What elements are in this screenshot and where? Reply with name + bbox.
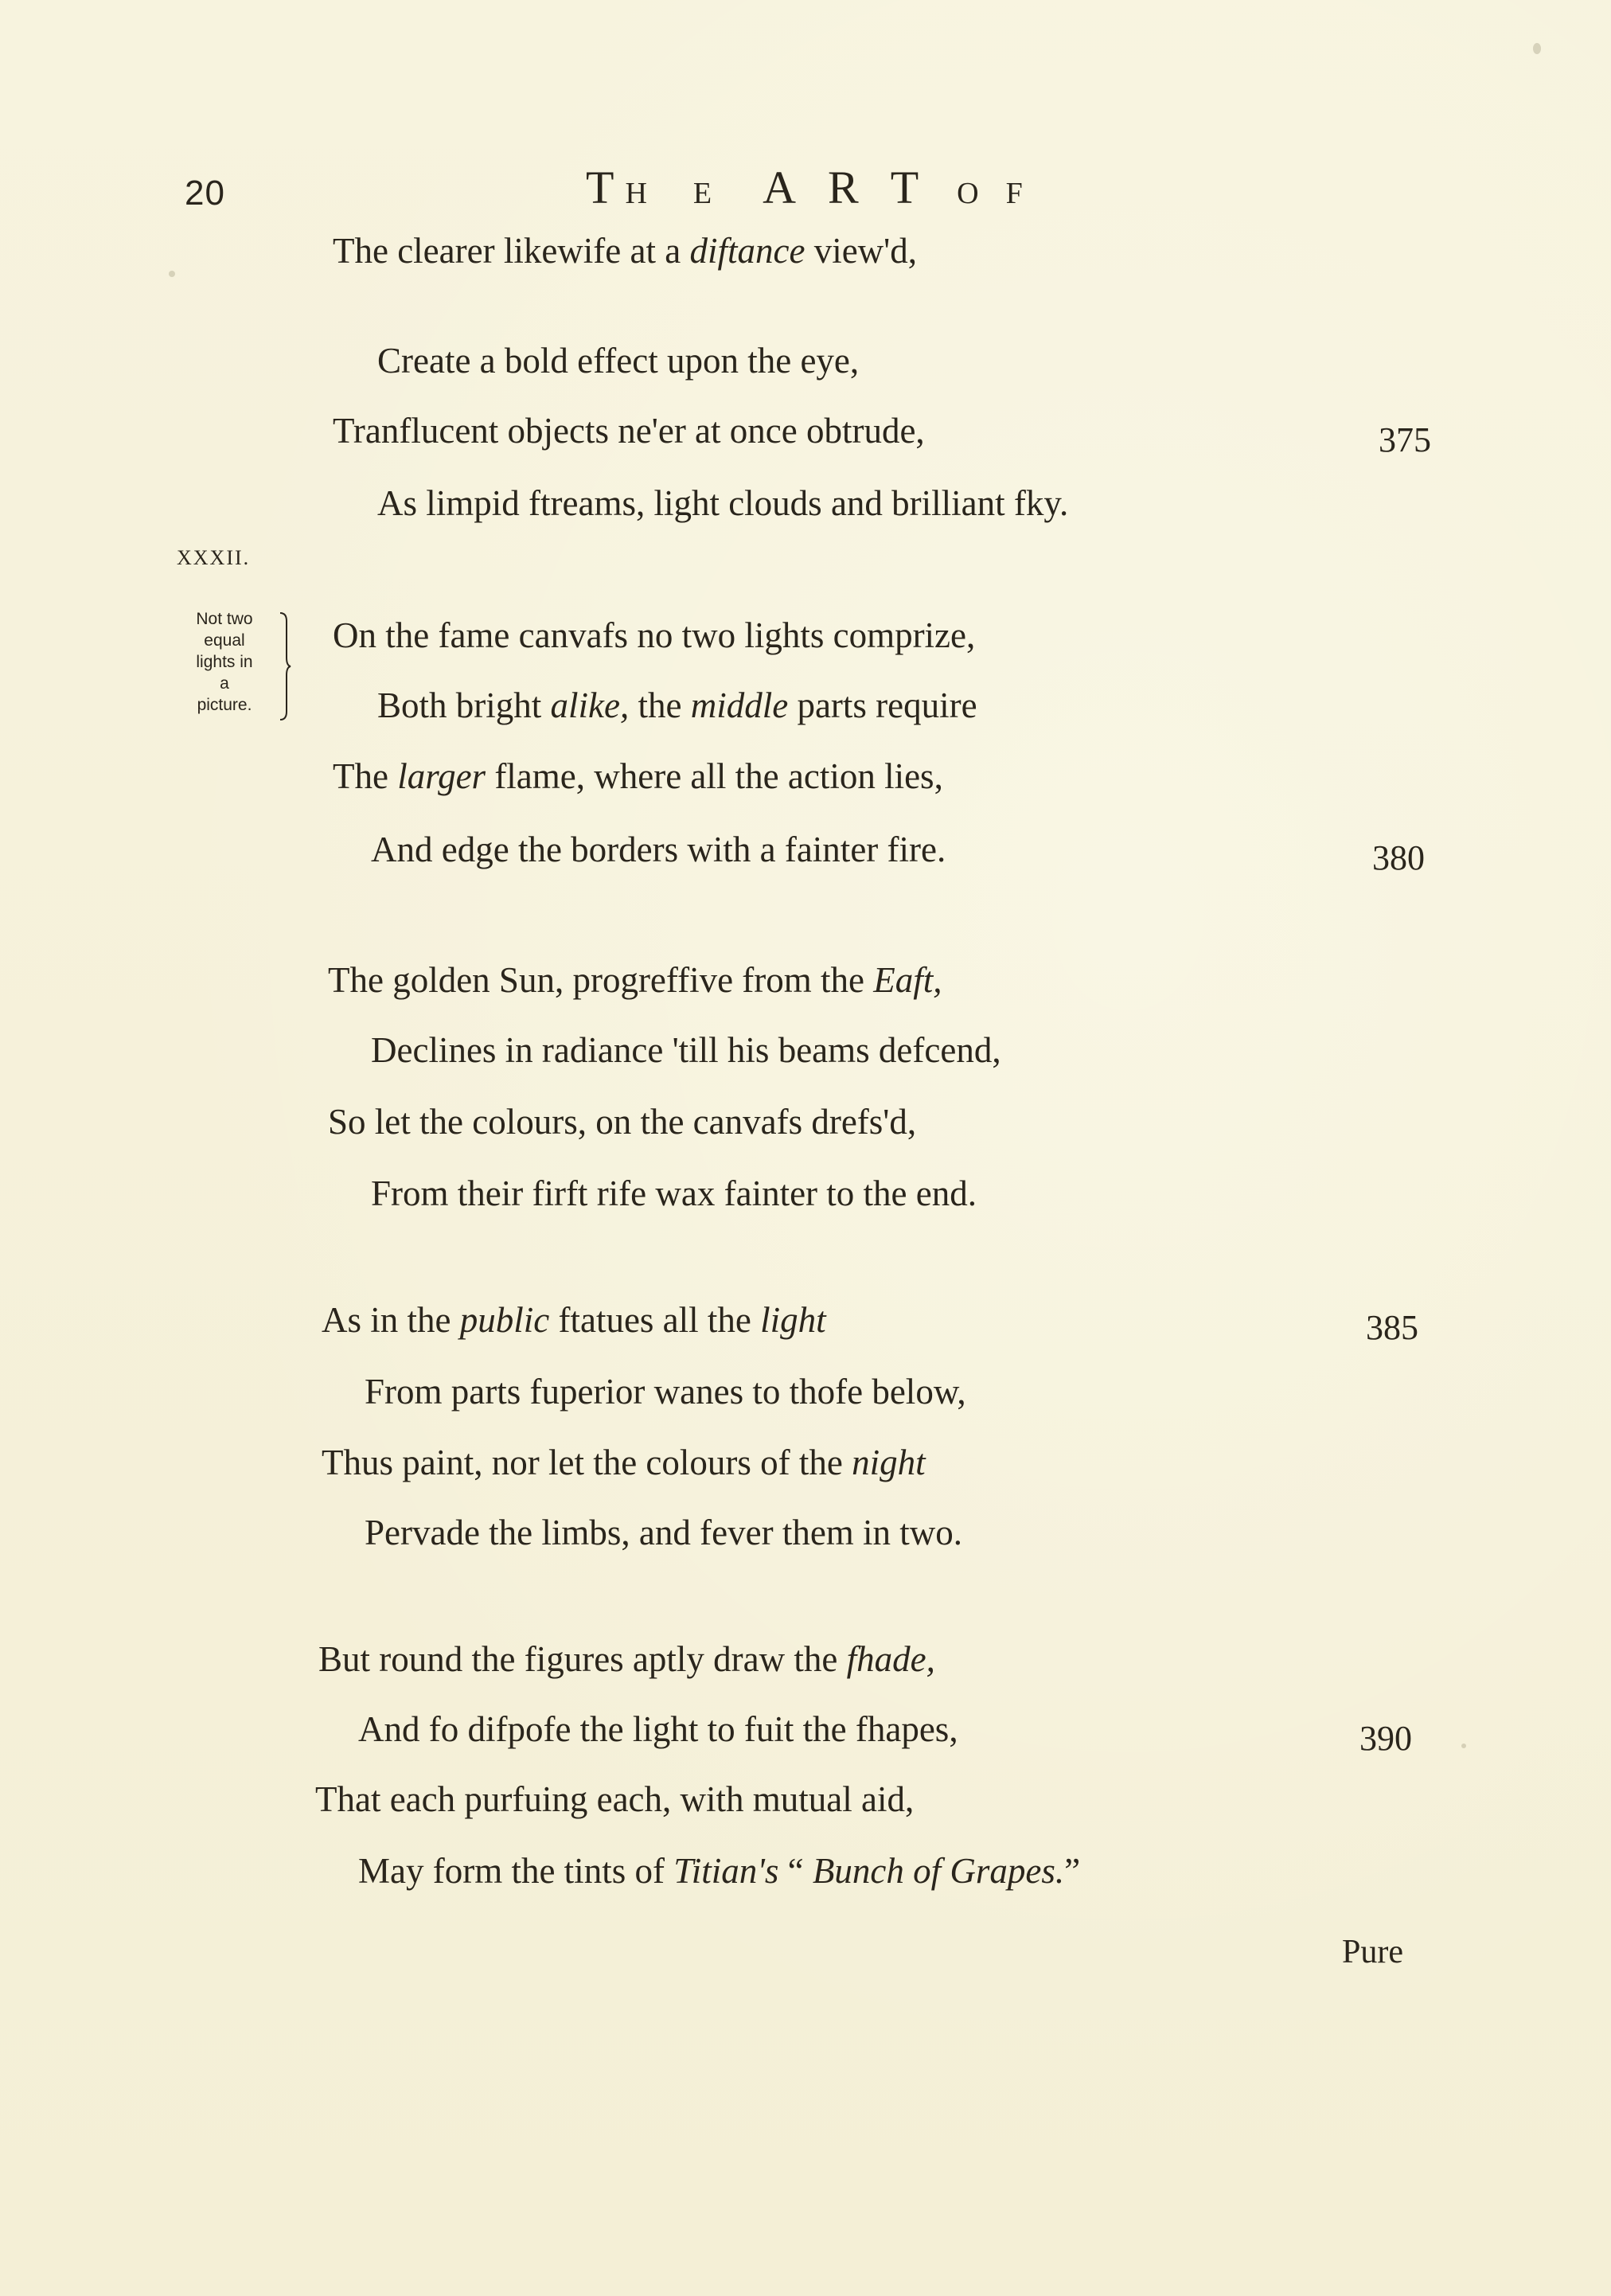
page-number: 20 [185,174,225,213]
verse-line: And edge the borders with a fainter fire. [371,830,946,869]
margin-note-line: Not two [196,610,253,628]
line-number: 375 [1379,420,1431,459]
verse-line: The larger flame, where all the action lies, [333,756,943,796]
margin-note-line: equal [204,631,245,650]
running-head-letter: A [763,162,796,213]
verse-line: Declines in radiance 'till his beams defcend, [371,1030,1001,1070]
verse-line: From their firft rife wax fainter to the end. [371,1173,977,1213]
margin-note-line: a [220,674,229,693]
margin-note-line: lights in [196,653,253,671]
catchword: Pure [1342,1934,1403,1970]
verse-line: But round the figures aptly draw the fhade, [318,1639,935,1679]
verse-line: Both bright alike, the middle parts require [377,685,977,725]
line-number: 385 [1366,1308,1418,1347]
line-number: 390 [1359,1719,1412,1758]
verse-line: On the fame canvafs no two lights comprize, [333,615,976,655]
verse-line: Tranflucent objects ne'er at once obtrude, [333,411,925,451]
verse-line: May form the tints of Titian's “ Bunch of Grapes.” [358,1851,1081,1891]
verse-line: Thus paint, nor let the colours of the night [322,1443,926,1482]
verse-line: As in the public ftatues all the light [322,1300,826,1340]
verse-line: Pervade the limbs, and fever them in two. [365,1513,963,1552]
verse-line: That each purfuing each, with mutual aid, [315,1779,915,1819]
section-number: XXXII. [177,546,251,569]
running-head-letter: F [1005,177,1023,210]
running-head-letter: R [828,162,859,213]
line-number: 380 [1372,838,1425,877]
running-head-letter: T [586,162,614,213]
running-head-letter: E [692,177,712,210]
verse-line: From parts fuperior wanes to thofe below, [365,1372,966,1412]
running-head-letter: O [957,177,979,210]
paper-speck [1461,1743,1466,1748]
paper-speck [1533,43,1541,54]
verse-line: The clearer likewife at a diftance view'd, [333,231,918,271]
verse-line: And fo difpofe the light to fuit the fhapes, [358,1709,958,1749]
margin-note-line: picture. [197,696,252,714]
brace-icon [279,611,291,721]
verse-line: So let the colours, on the canvafs drefs'd, [328,1102,917,1142]
verse-line: The golden Sun, progreffive from the Eaft, [328,960,942,1000]
verse-line: As limpid ftreams, light clouds and brilliant fky. [377,483,1069,523]
verse-line: Create a bold effect upon the eye, [377,341,860,381]
running-head-letter: H [625,177,647,210]
margin-note [177,608,304,716]
running-head-letter: T [890,162,919,213]
paper-speck [169,271,175,277]
running-head [586,161,1023,214]
